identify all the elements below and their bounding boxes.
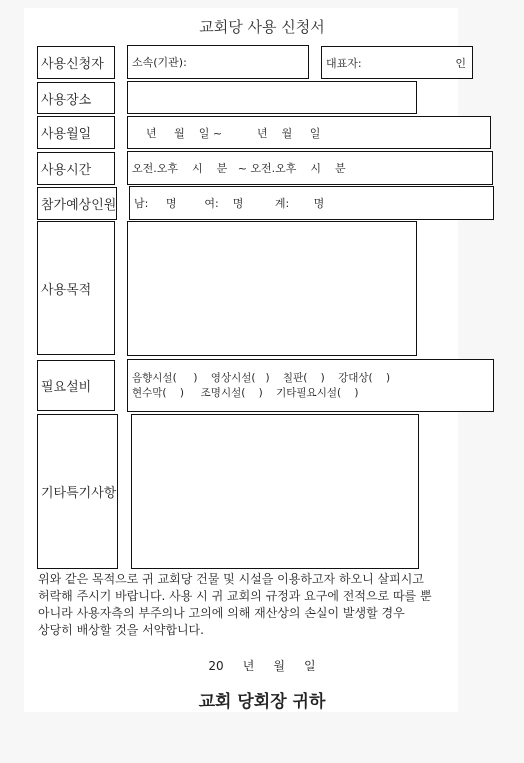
attendance-label: 참가예상인원 (37, 187, 117, 220)
seal-mark: 인 (455, 56, 466, 70)
times-label: 사용시간 (37, 152, 115, 185)
form-title: 교회당 사용 신청서 (199, 18, 325, 36)
purpose-field[interactable] (127, 221, 417, 356)
representative-field[interactable] (321, 46, 473, 79)
signature-date: 20 년 월 일 (208, 659, 316, 673)
place-field[interactable] (127, 81, 417, 114)
dates-field[interactable]: 년 월 일 ~ 년 월 일 (127, 116, 491, 149)
statement-line: 아니라 사용자측의 부주의나 고의에 의해 재산상의 손실이 발생할 경우 (38, 606, 405, 620)
org-field[interactable] (127, 45, 309, 79)
notes-field[interactable] (131, 414, 419, 569)
statement-line: 상당히 배상할 것을 서약합니다. (38, 623, 204, 637)
representative-field-label: 대표자: (326, 56, 362, 70)
notes-label: 기타특기사항 (37, 414, 118, 569)
equipment-line-2: 현수막( ) 조명시설( ) 기타필요시설( ) (132, 386, 359, 399)
addressee: 교회 당회장 귀하 (198, 692, 326, 712)
purpose-label: 사용목적 (37, 221, 115, 355)
applicant-label: 사용신청자 (37, 46, 115, 79)
dates-label: 사용월일 (37, 116, 115, 149)
equipment-line-1: 음향시설( ) 영상시설( ) 칠판( ) 강대상( ) (132, 371, 391, 384)
equipment-label: 필요설비 (37, 360, 115, 411)
statement-line: 허락해 주시기 바랍니다. 사용 시 귀 교회의 규정과 요구에 전적으로 따를 뿐 (38, 589, 432, 603)
pledge-statement (38, 571, 458, 639)
place-label: 사용장소 (37, 82, 115, 114)
times-field[interactable]: 오전.오후 시 분 ~ 오전.오후 시 분 (127, 151, 493, 185)
equipment-field[interactable] (127, 359, 494, 412)
attendance-field[interactable]: 남: 명 여: 명 계: 명 (129, 186, 494, 220)
org-field-label: 소속(기관): (132, 56, 187, 69)
statement-line: 위와 같은 목적으로 귀 교회당 건물 및 시설을 이용하고자 하오니 살피시고 (38, 572, 424, 586)
